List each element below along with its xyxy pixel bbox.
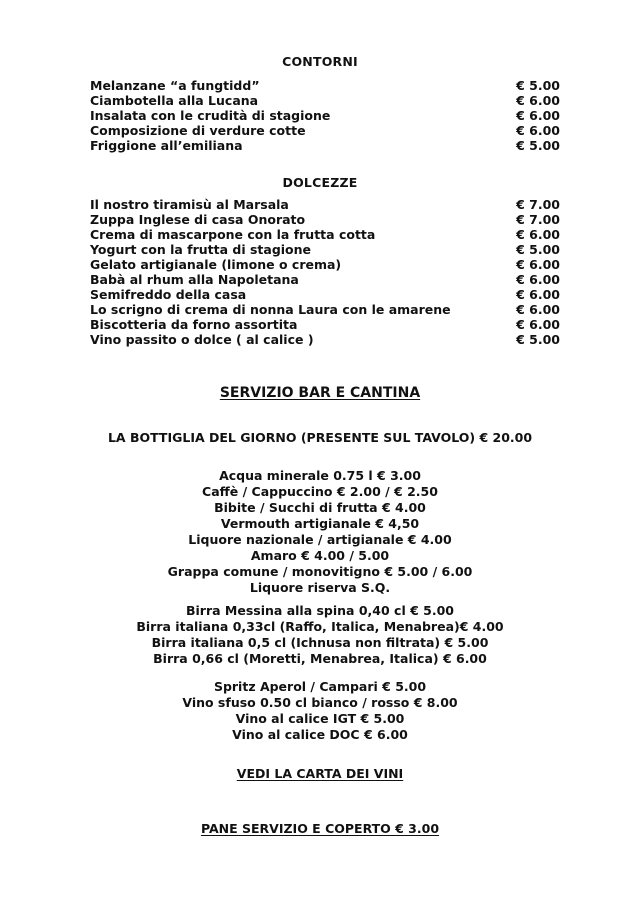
item-price: € 6.00 <box>516 272 560 287</box>
list-item <box>90 257 560 272</box>
bar-group-2 <box>0 603 640 667</box>
list-item <box>90 108 560 123</box>
list-item <box>90 332 560 347</box>
list-item: Vino al calice IGT € 5.00 <box>235 711 405 726</box>
list-item <box>90 242 560 257</box>
list-item: Birra 0,66 cl (Moretti, Menabrea, Italica) € 6.00 <box>153 651 487 666</box>
item-price: € 7.00 <box>516 212 560 227</box>
list-item <box>90 317 560 332</box>
list-item <box>90 138 560 153</box>
list-item: Birra italiana 0,5 cl (Ichnusa non filtrata) € 5.00 <box>151 635 489 650</box>
dolcezze-heading: DOLCEZZE <box>282 175 358 190</box>
list-item <box>90 272 560 287</box>
item-name: Babà al rhum alla Napoletana <box>90 272 299 287</box>
item-price: € 5.00 <box>516 242 560 257</box>
carta-dei-vini-label: VEDI LA CARTA DEI VINI <box>236 766 404 781</box>
item-price: € 6.00 <box>516 287 560 302</box>
list-item: Liquore riserva S.Q. <box>249 580 391 595</box>
item-name: Friggione all’emiliana <box>90 138 243 153</box>
contorni-list <box>90 78 560 153</box>
list-item: Amaro € 4.00 / 5.00 <box>250 548 390 563</box>
item-name: Semifreddo della casa <box>90 287 247 302</box>
item-price: € 5.00 <box>516 332 560 347</box>
item-price: € 6.00 <box>516 257 560 272</box>
item-name: Crema di mascarpone con la frutta cotta <box>90 227 376 242</box>
list-item <box>90 93 560 108</box>
item-name: Yogurt con la frutta di stagione <box>90 242 312 257</box>
item-price: € 7.00 <box>516 197 560 212</box>
item-name: Ciambotella alla Lucana <box>90 93 259 108</box>
item-price: € 5.00 <box>516 78 560 93</box>
list-item <box>90 123 560 138</box>
list-item <box>90 302 560 317</box>
list-item: Vermouth artigianale € 4,50 <box>220 516 420 531</box>
list-item: Vino al calice DOC € 6.00 <box>232 727 408 742</box>
item-price: € 6.00 <box>516 317 560 332</box>
item-name: Melanzane “a fungtidd” <box>90 78 260 93</box>
item-price: € 6.00 <box>516 227 560 242</box>
item-name: Composizione di verdure cotte <box>90 123 306 138</box>
list-item <box>90 227 560 242</box>
bottiglia-del-giorno: LA BOTTIGLIA DEL GIORNO (PRESENTE SUL TAVOLO) € 20.00 <box>107 430 533 445</box>
list-item: Spritz Aperol / Campari € 5.00 <box>213 679 427 694</box>
list-item <box>90 212 560 227</box>
bar-group-1 <box>0 468 640 596</box>
carta-dei-vini-link <box>0 766 640 781</box>
list-item <box>90 287 560 302</box>
item-name: Il nostro tiramisù al Marsala <box>90 197 289 212</box>
item-price: € 6.00 <box>516 302 560 317</box>
list-item: Liquore nazionale / artigianale € 4.00 <box>188 532 452 547</box>
bar-group-3 <box>0 679 640 743</box>
item-name: Insalata con le crudità di stagione <box>90 108 331 123</box>
item-price: € 6.00 <box>516 108 560 123</box>
item-name: Gelato artigianale (limone o crema) <box>90 257 342 272</box>
item-price: € 5.00 <box>516 138 560 153</box>
list-item: Bibite / Succhi di frutta € 4.00 <box>214 500 426 515</box>
list-item: Birra Messina alla spina 0,40 cl € 5.00 <box>186 603 454 618</box>
item-name: Lo scrigno di crema di nonna Laura con le amarene <box>90 302 451 317</box>
list-item <box>90 78 560 93</box>
list-item: Birra italiana 0,33cl (Raffo, Italica, Menabrea)€ 4.00 <box>136 619 504 634</box>
coperto-label: PANE SERVIZIO E COPERTO € 3.00 <box>200 821 440 836</box>
item-name: Zuppa Inglese di casa Onorato <box>90 212 306 227</box>
list-item: Vino sfuso 0.50 cl bianco / rosso € 8.00 <box>182 695 458 710</box>
list-item: Grappa comune / monovitigno € 5.00 / 6.00 <box>167 564 473 579</box>
dolcezze-list <box>90 197 560 347</box>
list-item <box>90 197 560 212</box>
servizio-title: SERVIZIO BAR E CANTINA <box>219 385 421 401</box>
coperto-line <box>0 821 640 836</box>
item-price: € 6.00 <box>516 123 560 138</box>
list-item: Acqua minerale 0.75 l € 3.00 <box>219 468 421 483</box>
list-item: Caffè / Cappuccino € 2.00 / € 2.50 <box>202 484 438 499</box>
item-name: Vino passito o dolce ( al calice ) <box>90 332 314 347</box>
item-name: Biscotteria da forno assortita <box>90 317 298 332</box>
contorni-heading: CONTORNI <box>282 54 358 69</box>
item-price: € 6.00 <box>516 93 560 108</box>
